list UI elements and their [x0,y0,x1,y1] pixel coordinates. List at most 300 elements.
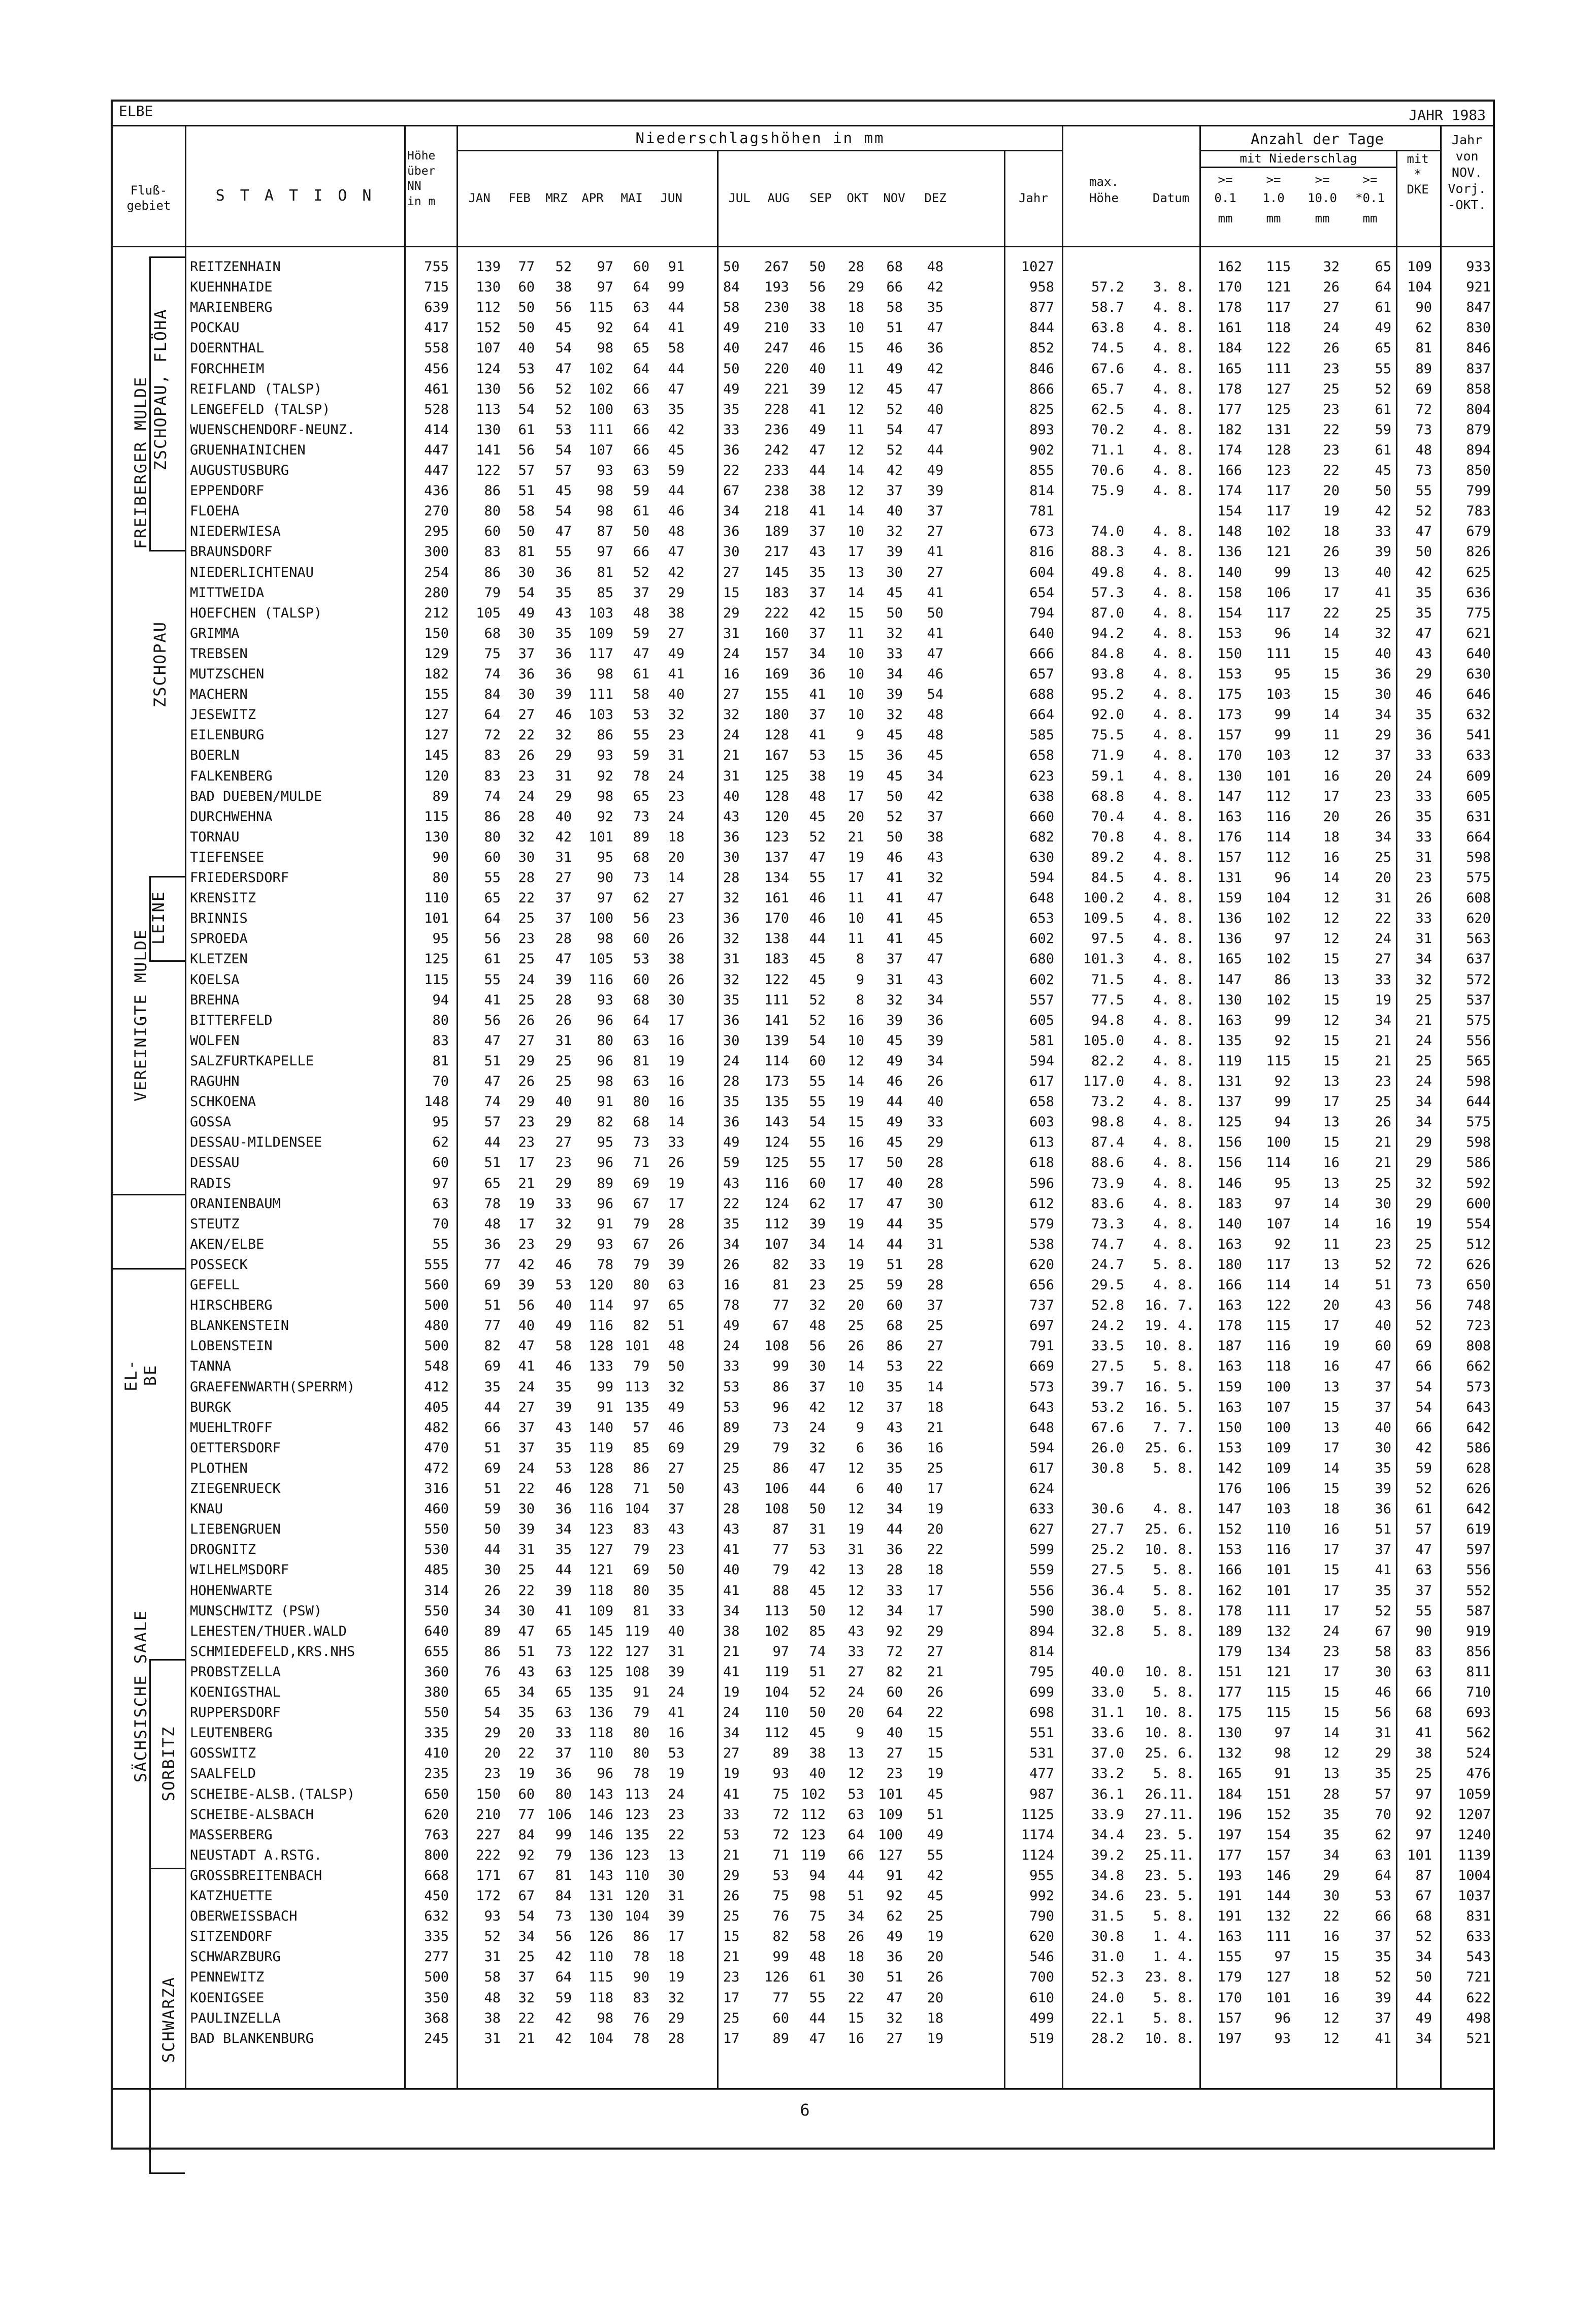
table-cell: 47 [886,1195,903,1212]
table-cell: 71 [633,1481,649,1497]
station-row [113,1662,1494,1682]
table-cell: 5. 8. [1153,1562,1194,1578]
table-cell: 14 [1323,870,1340,886]
table-cell: 25 [555,1053,572,1069]
table-cell: 53 [1375,1888,1391,1904]
table-cell: 50 [886,829,903,845]
table-cell: 78 [633,1949,649,1965]
table-cell: 76 [484,1664,501,1680]
table-cell: 35 [1375,1949,1391,1965]
table-cell: 32 [1323,259,1340,275]
table-cell: 86 [1274,971,1291,988]
station-row [113,1886,1494,1906]
table-cell: 783 [1466,503,1491,519]
table-cell: 42 [809,605,826,621]
table-cell: 92 [518,1847,535,1863]
table-cell: 37 [927,1297,943,1314]
table-cell: 115 [589,1969,613,1986]
table-cell: 238 [764,483,789,499]
station-name: KATZHUETTE [190,1888,273,1904]
table-cell: 26 [518,1074,535,1089]
table-cell: 98 [597,788,613,804]
table-cell: 93 [597,992,613,1008]
table-cell: 640 [1029,625,1054,641]
table-cell: 12 [1323,748,1340,764]
table-cell: 132 [1266,1908,1291,1925]
table-cell: 183 [764,584,789,601]
table-cell: 715 [424,279,449,296]
table-cell: 180 [1217,1256,1242,1273]
table-cell: 72 [772,1827,789,1843]
table-cell: 9 [856,971,864,988]
station-row [113,1825,1494,1845]
table-cell: 29 [668,2010,685,2026]
table-cell: 13 [1323,1419,1340,1436]
table-cell: 47 [927,645,943,662]
table-cell: 35 [1375,1460,1391,1476]
table-cell: 69 [633,1175,649,1191]
table-cell: 73 [772,1419,789,1436]
table-cell: 10 [848,911,864,927]
table-cell: 640 [424,1623,449,1639]
table-cell: 24 [518,788,535,804]
table-cell: 32 [886,2010,903,2026]
station-name: KRENSITZ [190,890,256,906]
table-cell: 13 [1323,1766,1340,1782]
table-cell: 13 [1323,564,1340,580]
table-cell: 919 [1466,1623,1491,1639]
table-cell: 74 [484,1094,501,1110]
table-cell: 143 [589,1867,613,1883]
table-cell: 11 [848,890,864,906]
table-cell: 4. 8. [1153,911,1194,927]
table-cell: 22 [723,1195,740,1212]
table-cell: 18 [1323,524,1340,540]
table-cell: 153 [1217,625,1242,641]
table-cell: 66 [886,279,903,296]
table-cell: 12 [848,1501,864,1517]
table-cell: 87.4 [1091,1134,1124,1151]
table-cell: 4. 8. [1153,1195,1194,1212]
table-cell: 44 [484,1542,501,1558]
table-cell: 48 [484,1216,501,1232]
jahr-von-line-5: -OKT. [1448,198,1486,212]
table-cell: 27 [668,625,685,641]
table-cell: 15 [1323,645,1340,662]
table-cell: 28 [927,1155,943,1171]
table-cell: 69 [1415,1338,1432,1354]
table-cell: 17 [848,788,864,804]
table-cell: 34 [809,1236,826,1252]
table-cell: 32 [886,524,903,540]
table-cell: 50 [668,1481,685,1497]
table-cell: 126 [764,1969,789,1986]
table-cell: 654 [1029,584,1054,601]
table-cell: 62.5 [1091,401,1124,417]
table-cell: 150 [476,1786,501,1802]
table-cell: 153 [1217,1542,1242,1558]
table-cell: 22 [927,1542,943,1558]
table-cell: 33 [848,1643,864,1660]
table-cell: 92 [1415,1806,1432,1823]
table-cell: 18 [1323,1501,1340,1517]
table-cell: 25 [518,1949,535,1965]
table-cell: 27 [518,1032,535,1049]
table-cell: 15 [848,605,864,621]
table-cell: 41 [723,1542,740,1558]
table-cell: 220 [764,361,789,377]
table-cell: 50 [886,1155,903,1171]
table-cell: 17 [1323,1318,1340,1334]
table-cell: 46 [809,890,826,906]
table-cell: 172 [476,1888,501,1904]
table-cell: 572 [1466,971,1491,988]
table-cell: 14 [668,870,685,886]
table-cell: 47 [1415,1542,1432,1558]
table-cell: 81 [518,544,535,560]
table-cell: 17 [1323,1440,1340,1456]
table-cell: 34 [518,1929,535,1945]
table-cell: 35 [1415,584,1432,601]
table-cell: 99 [1274,727,1291,743]
table-cell: 53 [809,1542,826,1558]
table-cell: 64 [633,361,649,377]
table-cell: 93.8 [1091,666,1124,682]
table-cell: 280 [424,584,449,601]
table-cell: 29 [1375,727,1391,743]
jahr-von-line-3: NOV. [1451,165,1483,180]
table-cell: 585 [1029,727,1054,743]
table-cell: 605 [1466,788,1491,804]
table-cell: 210 [476,1806,501,1823]
table-cell: 127 [424,727,449,743]
table-cell: 53 [886,1358,903,1375]
table-cell: 5. 8. [1153,1684,1194,1700]
table-cell: 140 [589,1419,613,1436]
table-cell: 556 [1466,1562,1491,1578]
table-cell: 893 [1029,421,1054,438]
table-cell: 65 [1375,259,1391,275]
station-row [113,481,1494,501]
table-cell: 405 [424,1399,449,1415]
table-cell: 82 [772,1929,789,1945]
table-cell: 53 [848,1786,864,1802]
table-cell: 62 [1415,320,1432,336]
table-cell: 25. 6. [1145,1440,1194,1456]
table-cell: 485 [424,1562,449,1578]
table-cell: 21 [723,1847,740,1863]
table-cell: 17 [1323,584,1340,601]
table-cell: 27 [927,524,943,540]
table-cell: 70.8 [1091,829,1124,845]
table-cell: 81 [432,1053,449,1069]
table-cell: 556 [1029,1582,1054,1599]
table-cell: 36 [886,1440,903,1456]
table-cell: 151 [1266,1786,1291,1802]
table-cell: 50 [518,524,535,540]
table-cell: 91 [668,259,685,275]
table-cell: 12 [1323,2030,1340,2046]
table-cell: 129 [424,645,449,662]
table-cell: 37 [809,625,826,641]
table-cell: 83 [633,1521,649,1538]
table-cell: 32 [668,1990,685,2006]
table-cell: 29 [518,1094,535,1110]
table-cell: 27 [555,870,572,886]
table-cell: 146 [1266,1867,1291,1883]
table-cell: 89 [1415,361,1432,377]
table-cell: 18 [848,1949,864,1965]
table-cell: 531 [1029,1745,1054,1762]
table-cell: 33 [668,1603,685,1619]
table-cell: 26 [668,971,685,988]
table-cell: 65 [633,788,649,804]
table-cell: 9 [856,1419,864,1436]
table-cell: 39.7 [1091,1379,1124,1395]
table-cell: 67 [723,483,740,499]
table-cell: 92 [1274,1032,1291,1049]
table-cell: 992 [1029,1888,1054,1904]
table-cell: 94.2 [1091,625,1124,641]
table-cell: 84 [555,1888,572,1904]
table-cell: 456 [424,361,449,377]
table-cell: 79 [772,1562,789,1578]
table-cell: 25 [723,1460,740,1476]
table-cell: 31 [1375,1725,1391,1741]
table-cell: 52 [1415,1929,1432,1945]
table-cell: 816 [1029,544,1054,560]
table-cell: 127 [589,1542,613,1558]
table-cell: 88.3 [1091,544,1124,560]
table-cell: 69 [484,1358,501,1375]
table-cell: 10 [848,707,864,723]
table-cell: 89 [723,1419,740,1436]
table-cell: 159 [1217,1379,1242,1395]
table-cell: 16 [848,1012,864,1028]
table-cell: 33 [1415,788,1432,804]
jahr-von-header [1441,132,1493,213]
station-row [113,563,1494,583]
table-cell: 60 [886,1684,903,1700]
table-cell: 32 [723,890,740,906]
table-cell: 24 [848,1684,864,1700]
table-cell: 17 [518,1216,535,1232]
table-cell: 64 [484,707,501,723]
table-cell: 106 [764,1481,789,1497]
table-cell: 67.6 [1091,361,1124,377]
table-cell: 66 [484,1419,501,1436]
table-cell: 50 [668,1562,685,1578]
table-cell: 29 [1415,1134,1432,1151]
table-cell: 130 [476,421,501,438]
table-cell: 24 [723,727,740,743]
table-cell: 4. 8. [1153,808,1194,825]
station-name: KUEHNHAIDE [190,279,273,296]
table-cell: 26 [1323,544,1340,560]
table-cell: 24 [518,1460,535,1476]
station-name: LIEBENGRUEN [190,1521,281,1538]
table-cell: 877 [1029,300,1054,316]
table-cell: 121 [1266,544,1291,560]
table-cell: 91 [597,1094,613,1110]
table-cell: 43 [723,1521,740,1538]
table-cell: 39 [886,1012,903,1028]
table-cell: 636 [1466,584,1491,601]
table-cell: 136 [1217,911,1242,927]
table-cell: 34 [723,1236,740,1252]
table-cell: 33 [1415,829,1432,845]
table-cell: 114 [589,1297,613,1314]
table-cell: 25.2 [1091,1542,1124,1558]
station-row [113,888,1494,908]
table-cell: 17 [848,1195,864,1212]
table-cell: 22 [1323,1908,1340,1925]
table-cell: 73.9 [1091,1175,1124,1191]
table-cell: 648 [1029,890,1054,906]
table-cell: 134 [1266,1643,1291,1660]
table-cell: 44 [555,1562,572,1578]
table-cell: 43 [518,1664,535,1680]
table-cell: 4. 8. [1153,524,1194,540]
table-cell: 122 [476,463,501,478]
table-cell: 37 [809,584,826,601]
table-cell: 41 [1375,584,1391,601]
threshold-threshold-values-1: 1.0 [1262,191,1285,205]
table-cell: 36 [723,442,740,458]
table-cell: 35 [518,1705,535,1721]
table-cell: 36 [1415,727,1432,743]
table-cell: 70 [1375,1806,1391,1823]
table-cell: 98 [809,1888,826,1904]
table-cell: 45 [927,748,943,764]
table-cell: 65 [633,340,649,356]
table-cell: 34.4 [1091,1827,1124,1843]
table-cell: 123 [801,1827,826,1843]
table-cell: 37 [1375,1929,1391,1945]
table-cell: 30 [484,1562,501,1578]
table-cell: 4. 8. [1153,931,1194,947]
table-cell: 80 [597,1032,613,1049]
table-cell: 87.0 [1091,605,1124,621]
table-cell: 60 [809,1053,826,1069]
table-cell: 27.5 [1091,1562,1124,1578]
table-cell: 60 [633,931,649,947]
table-cell: 170 [764,911,789,927]
table-cell: 27 [886,1745,903,1762]
table-cell: 79 [555,1847,572,1863]
table-cell: 39 [555,1582,572,1599]
table-cell: 111 [1266,361,1291,377]
table-cell: 79 [633,1705,649,1721]
table-cell: 82 [886,1664,903,1680]
table-cell: 42 [809,1562,826,1578]
table-cell: 648 [1029,1419,1054,1436]
table-cell: 141 [764,1012,789,1028]
table-cell: 61 [484,951,501,967]
table-cell: 77 [772,1990,789,2006]
station-row [113,420,1494,440]
table-cell: 120 [424,768,449,784]
table-cell: 74.5 [1091,340,1124,356]
table-cell: 17 [927,1481,943,1497]
table-cell: 83 [484,768,501,784]
table-cell: 106 [1266,584,1291,601]
table-cell: 476 [1466,1766,1491,1782]
table-cell: 36 [555,1501,572,1517]
table-cell: 28 [555,992,572,1008]
table-cell: 37 [518,1440,535,1456]
table-cell: 36 [886,748,903,764]
table-cell: 29 [555,1175,572,1191]
table-cell: 8 [856,951,864,967]
table-cell: 40 [1375,564,1391,580]
table-cell: 21 [927,1419,943,1436]
table-cell: 1037 [1457,1888,1491,1904]
table-cell: 18 [927,1562,943,1578]
table-cell: 618 [1029,1155,1054,1171]
table-cell: 104 [764,1684,789,1700]
table-cell: 107 [1266,1399,1291,1415]
station-name: PAULINZELLA [190,2010,281,2026]
table-cell: 24 [668,1786,685,1802]
table-cell: 29 [848,279,864,296]
station-name: KLETZEN [190,951,248,967]
table-cell: 933 [1466,259,1491,275]
table-cell: 50 [723,259,740,275]
table-cell: 160 [764,625,789,641]
table-cell: 12 [1323,2010,1340,2026]
table-cell: 52 [555,401,572,417]
table-cell: 32 [1415,1175,1432,1191]
table-cell: 59 [555,1990,572,2006]
table-cell: 49 [723,320,740,336]
table-cell: 4. 8. [1153,381,1194,397]
table-cell: 127 [1266,1969,1291,1986]
station-row [113,1479,1494,1499]
table-cell: 37 [1375,1399,1391,1415]
table-cell: 25 [1415,1236,1432,1252]
table-cell: 360 [424,1664,449,1680]
table-cell: 33 [723,1806,740,1823]
table-cell: 17 [1323,1603,1340,1619]
table-cell: 47 [484,1032,501,1049]
table-cell: 111 [1266,645,1291,662]
table-cell: 368 [424,2010,449,2026]
table-cell: 40 [668,1623,685,1639]
station-row [113,1866,1494,1886]
table-cell: 122 [1266,1297,1291,1314]
station-row [113,2008,1494,2029]
table-cell: 230 [764,300,789,316]
table-cell: 162 [1217,259,1242,275]
table-cell: 53 [723,1399,740,1415]
table-cell: 67 [772,1318,789,1334]
table-cell: 61 [1415,1501,1432,1517]
table-cell: 92 [886,1623,903,1639]
table-cell: 26 [668,1155,685,1171]
table-cell: 13 [1323,1114,1340,1130]
table-cell: 73 [1415,1277,1432,1293]
table-cell: 610 [1029,1990,1054,2006]
table-cell: 17 [668,1195,685,1212]
table-cell: 64 [1375,279,1391,296]
table-cell: 103 [589,707,613,723]
station-row [113,807,1494,827]
table-cell: 15 [1323,1032,1340,1049]
table-cell: 19 [1415,1216,1432,1232]
flussgebiet-line-2: gebiet [126,199,171,213]
table-cell: 4. 8. [1153,768,1194,784]
